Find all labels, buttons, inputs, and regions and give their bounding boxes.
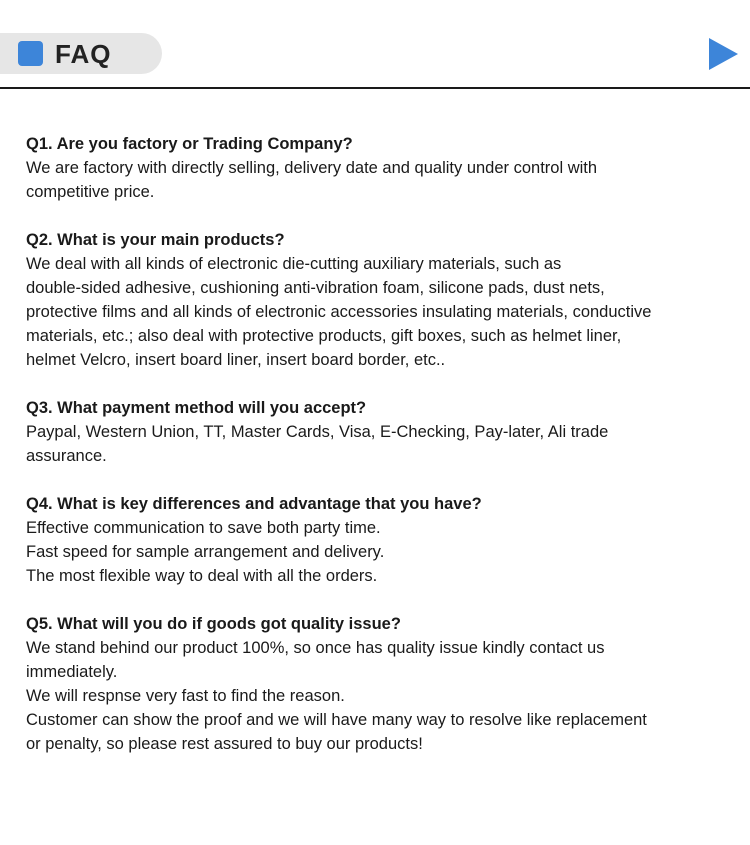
faq-question: Q2. What is your main products? (26, 231, 285, 249)
faq-answer-line: materials, etc.; also deal with protective products, gift boxes, such as helmet liner, (26, 327, 622, 345)
faq-answer-line: Paypal, Western Union, TT, Master Cards, Visa, E-Checking, Pay-later, Ali trade (26, 423, 609, 441)
faq-question: Q5. What will you do if goods got quality issue? (26, 615, 401, 633)
faq-question: Q3. What payment method will you accept? (26, 399, 367, 417)
faq-list (26, 132, 726, 780)
faq-answer-line: competitive price. (26, 183, 155, 201)
title-pill (0, 33, 162, 74)
faq-answer-line: helmet Velcro, insert board liner, insert board border, etc.. (26, 351, 446, 369)
square-icon (18, 41, 43, 66)
faq-header (0, 0, 750, 90)
faq-answer-line: Effective communication to save both party time. (26, 519, 381, 537)
faq-question: Q4. What is key differences and advantage that you have? (26, 495, 482, 513)
faq-answer-line: immediately. (26, 663, 118, 681)
faq-item-q4 (26, 492, 726, 588)
faq-answer-line: We will respnse very fast to find the reason. (26, 687, 345, 705)
faq-answer-line: We are factory with directly selling, delivery date and quality under control with (26, 159, 598, 177)
faq-answer-line: or penalty, so please rest assured to buy our products! (26, 735, 423, 753)
faq-answer-line: The most flexible way to deal with all the orders. (26, 567, 378, 585)
page-title: FAQ (55, 39, 112, 69)
faq-question: Q1. Are you factory or Trading Company? (26, 135, 353, 153)
faq-answer-line: We stand behind our product 100%, so once has quality issue kindly contact us (26, 639, 605, 657)
header-divider (0, 87, 750, 89)
faq-answer-line: Fast speed for sample arrangement and delivery. (26, 543, 385, 561)
faq-item-q3 (26, 396, 726, 468)
faq-answer-line: We deal with all kinds of electronic die-cutting auxiliary materials, such as (26, 255, 562, 273)
faq-item-q5 (26, 612, 726, 756)
faq-answer-line: double-sided adhesive, cushioning anti-vibration foam, silicone pads, dust nets, (26, 279, 605, 297)
faq-answer-line: protective films and all kinds of electronic accessories insulating materials, conductive (26, 303, 652, 321)
faq-answer-line: Customer can show the proof and we will have many way to resolve like replacement (26, 711, 647, 729)
faq-item-q2 (26, 228, 726, 372)
play-triangle-icon[interactable] (709, 38, 738, 70)
faq-item-q1 (26, 132, 726, 204)
faq-answer-line: assurance. (26, 447, 107, 465)
